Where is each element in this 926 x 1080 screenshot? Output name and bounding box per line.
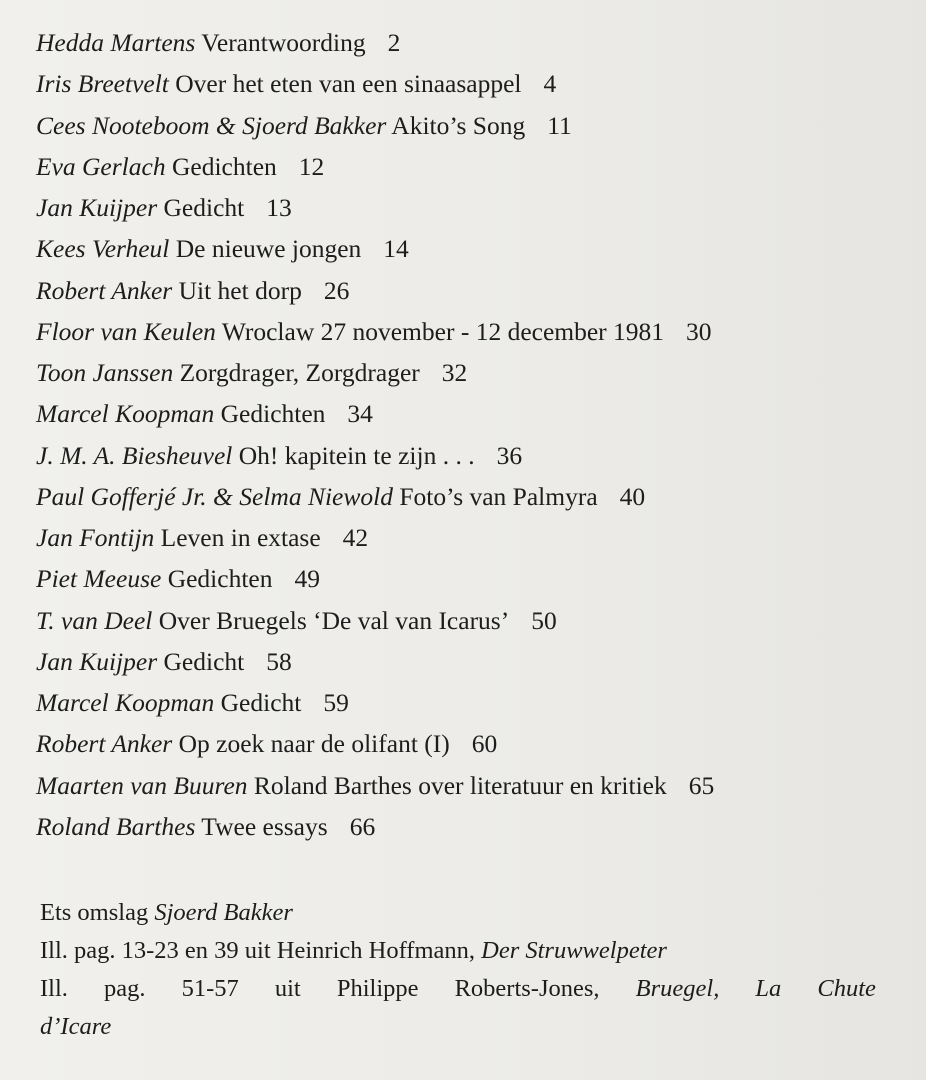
illustration-credit-1	[40, 932, 876, 970]
toc-entry	[36, 641, 714, 682]
toc-author: Maarten van Buuren	[36, 770, 248, 800]
toc-title: Over het eten van een sinaasappel	[175, 69, 522, 99]
toc-author: Marcel Koopman	[36, 688, 215, 717]
table-of-contents	[36, 22, 714, 847]
toc-page-number: 14	[383, 234, 409, 264]
toc-title: Wroclaw 27 november - 12 december 1981	[221, 316, 665, 346]
toc-entry	[36, 270, 714, 311]
toc-author: Toon Janssen	[36, 358, 174, 387]
credit-work-word: Chute	[817, 975, 876, 1002]
toc-entry	[36, 146, 714, 187]
toc-author: Cees Nooteboom & Sjoerd Bakker	[36, 110, 387, 140]
toc-author: Eva Gerlach	[36, 151, 166, 181]
toc-title: Twee essays	[201, 811, 328, 841]
toc-entry	[36, 682, 714, 723]
cover-artist: Sjoerd Bakker	[154, 899, 293, 926]
toc-page-number: 59	[323, 688, 349, 717]
toc-title: Foto’s van Palmyra	[399, 481, 598, 511]
credit-word: 51-57	[181, 975, 239, 1002]
toc-author: Marcel Koopman	[36, 399, 215, 429]
credit-work-word: Bruegel,	[635, 975, 720, 1002]
toc-page-number: 26	[323, 275, 350, 305]
cover-label: Ets omslag	[40, 899, 149, 926]
toc-author: Robert Anker	[36, 729, 173, 759]
toc-entry	[36, 352, 714, 393]
toc-entry	[36, 476, 714, 517]
credit-work-word: d’Icare	[40, 1013, 112, 1040]
toc-entry	[36, 558, 714, 599]
toc-author: Jan Fontijn	[36, 523, 155, 552]
toc-entry	[36, 228, 714, 269]
toc-entry	[36, 765, 714, 806]
toc-title: Oh! kapitein te zijn . . .	[238, 440, 475, 470]
toc-page-number: 65	[688, 770, 715, 800]
toc-author: Hedda Martens	[36, 28, 196, 57]
toc-page-number: 36	[496, 440, 523, 470]
toc-title: Uit het dorp	[178, 275, 302, 305]
illustration-credit-2	[40, 970, 876, 1008]
toc-title: Gedichten	[171, 151, 277, 181]
toc-page-number: 4	[543, 69, 557, 99]
toc-page-number: 49	[294, 564, 320, 594]
toc-page-number: 58	[266, 646, 292, 676]
credit-word: uit	[274, 975, 301, 1002]
toc-title: Over Bruegels ‘De val van Icarus’	[158, 605, 510, 635]
illustration-credits	[40, 894, 876, 1046]
toc-title: Gedicht	[220, 688, 302, 717]
toc-title: Akito’s Song	[391, 110, 526, 140]
toc-page-number: 60	[471, 729, 498, 759]
toc-author: J. M. A. Biesheuvel	[36, 440, 233, 470]
toc-entry	[36, 187, 714, 228]
toc-page-number: 40	[619, 481, 646, 511]
credit-work-word: La	[755, 975, 782, 1002]
toc-page-number: 66	[349, 811, 376, 841]
toc-page-number: 50	[531, 605, 557, 635]
toc-entry	[36, 63, 714, 104]
cover-credit	[40, 894, 876, 932]
toc-page-number: 2	[387, 28, 401, 57]
toc-entry	[36, 806, 714, 847]
toc-author: Jan Kuijper	[36, 193, 158, 222]
toc-author: Piet Meeuse	[36, 564, 162, 594]
illustration-credit-2-continued	[40, 1008, 876, 1046]
toc-author: Kees Verheul	[36, 234, 170, 264]
toc-page-number: 32	[441, 358, 468, 387]
toc-title: Gedichten	[220, 399, 326, 429]
toc-author: Iris Breetvelt	[36, 69, 169, 99]
toc-author: T. van Deel	[36, 605, 153, 635]
toc-entry	[36, 311, 714, 352]
toc-entry	[36, 723, 714, 764]
toc-entry	[36, 22, 714, 63]
toc-title: Roland Barthes over literatuur en kritiek	[253, 770, 667, 800]
credit-word: Philippe	[336, 975, 419, 1002]
toc-title: Op zoek naar de olifant (I)	[178, 729, 450, 759]
toc-title: Gedichten	[167, 564, 273, 594]
toc-entry	[36, 105, 714, 146]
credit-word: pag.	[104, 975, 146, 1002]
credit-word: Ill.	[40, 975, 68, 1002]
toc-author: Jan Kuijper	[36, 646, 158, 676]
toc-entry	[36, 517, 714, 558]
toc-author: Floor van Keulen	[36, 316, 216, 346]
toc-title: Gedicht	[163, 193, 245, 222]
toc-page-number: 13	[266, 193, 292, 222]
toc-entry	[36, 600, 714, 641]
toc-title: Gedicht	[163, 646, 245, 676]
illustration-credit-1-work: Der Struwwelpeter	[481, 937, 667, 964]
toc-title: De nieuwe jongen	[175, 234, 362, 264]
toc-page-number: 42	[342, 523, 369, 552]
toc-entry	[36, 393, 714, 434]
toc-title: Zorgdrager, Zorgdrager	[179, 358, 420, 387]
toc-page-number: 30	[686, 316, 712, 346]
toc-title: Leven in extase	[160, 523, 321, 552]
credit-word: Roberts-Jones,	[454, 975, 600, 1002]
toc-title: Verantwoording	[201, 28, 366, 57]
toc-page-number: 12	[298, 151, 325, 181]
toc-author: Roland Barthes	[36, 811, 196, 841]
toc-author: Robert Anker	[36, 275, 173, 305]
illustration-credit-1-text: Ill. pag. 13-23 en 39 uit Heinrich Hoffmann,	[40, 937, 476, 964]
toc-page-number: 34	[347, 399, 373, 429]
toc-author: Paul Gofferjé Jr. & Selma Niewold	[36, 481, 393, 511]
toc-entry	[36, 435, 714, 476]
toc-page-number: 11	[547, 110, 572, 140]
